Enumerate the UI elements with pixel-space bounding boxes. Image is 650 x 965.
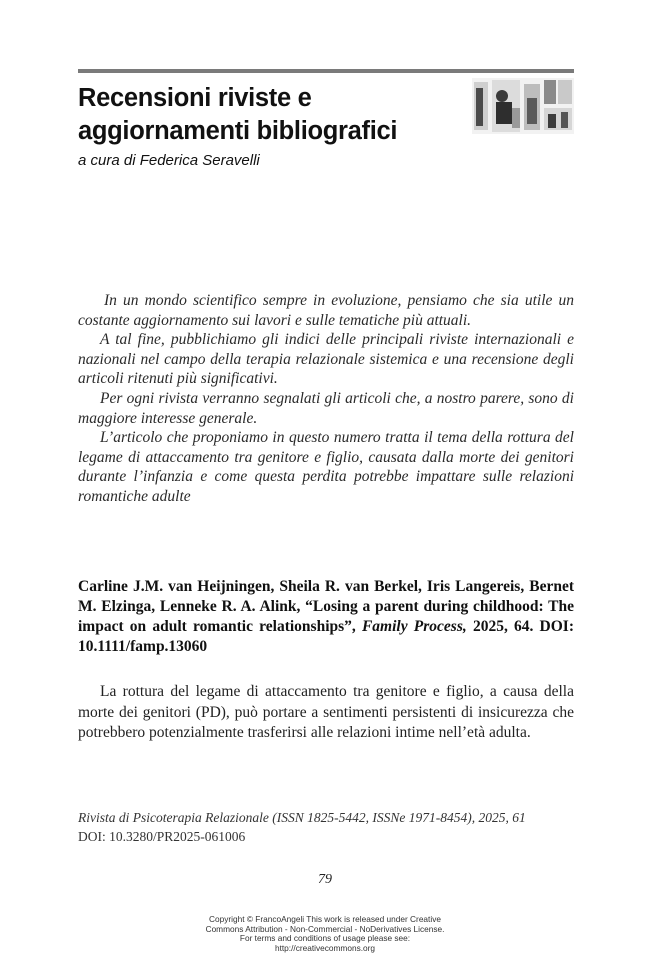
section-title-line2: aggiornamenti bibliografici [78,117,398,145]
section-title [78,82,458,148]
section-title-line1: Recensioni riviste e [78,84,312,112]
intro-paragraph: L’articolo che proponiamo in questo numero tratta il tema della rottura del legame di attaccamento tra genitore e figlio, causata dalla morte dei genitori durante l’infanzia e come questa perdita potrebbe impattare sulle relazioni romantiche adulte [78,429,574,505]
journal-reference: Rivista di Psicoterapia Relazionale (ISSN 1825-5442, ISSNe 1971-8454), 2025, 61 [78,810,526,825]
citation-authors-title: Carline J.M. van Heijningen, Sheila R. van Berkel, Iris Langereis, Bernet M. Elzinga, Lenneke R. A. Alink, “Losing a parent during childhood: The impact on adult romantic relationships”, [78,578,574,635]
article-abstract [78,682,574,744]
citation-journal: Family Process, [361,618,467,635]
page-number: 79 [318,872,332,887]
intro-paragraph: In un mondo scientifico sempre in evoluzione, pensiamo che sia utile un costante aggiornamento sui lavori e sulle tematiche più attuali. [78,292,574,329]
header-rule [78,69,574,73]
introduction [78,291,574,507]
copyright-line: For terms and conditions of usage please see: [239,933,411,944]
copyright-line: Commons Attribution - Non-Commercial - NoDerivatives License. [205,923,445,934]
abstract-paragraph: La rottura del legame di attaccamento tra genitore e figlio, a causa della morte dei genitori (PD), può portare a sentimenti persistenti di insicurezza che potrebbero potenzialmente trasferirsi alle relazioni intime nell’età adulta. [78,683,574,741]
section-header-photo [472,78,574,134]
copyright-link[interactable]: http://creativecommons.org [274,942,376,953]
copyright-line: Copyright © FrancoAngeli This work is released under Creative [209,914,441,924]
copyright-notice [180,915,470,953]
intro-paragraph: Per ogni rivista verranno segnalati gli articoli che, a nostro parere, sono di maggiore interesse generale. [78,389,574,427]
journal-doi: DOI: 10.3280/PR2025-061006 [78,829,246,844]
citation-details: 2025, 64. DOI: 10.1111/famp.13060 [78,618,574,655]
intro-paragraph: A tal fine, pubblichiamo gli indici delle principali riviste internazionali e nazionali nel campo della terapia relazionale sistemica e una recensione degli articoli ritenuti più significativi. [78,331,574,388]
editor-credit: a cura di Federica Seravelli [78,152,260,169]
article-citation [78,577,574,657]
